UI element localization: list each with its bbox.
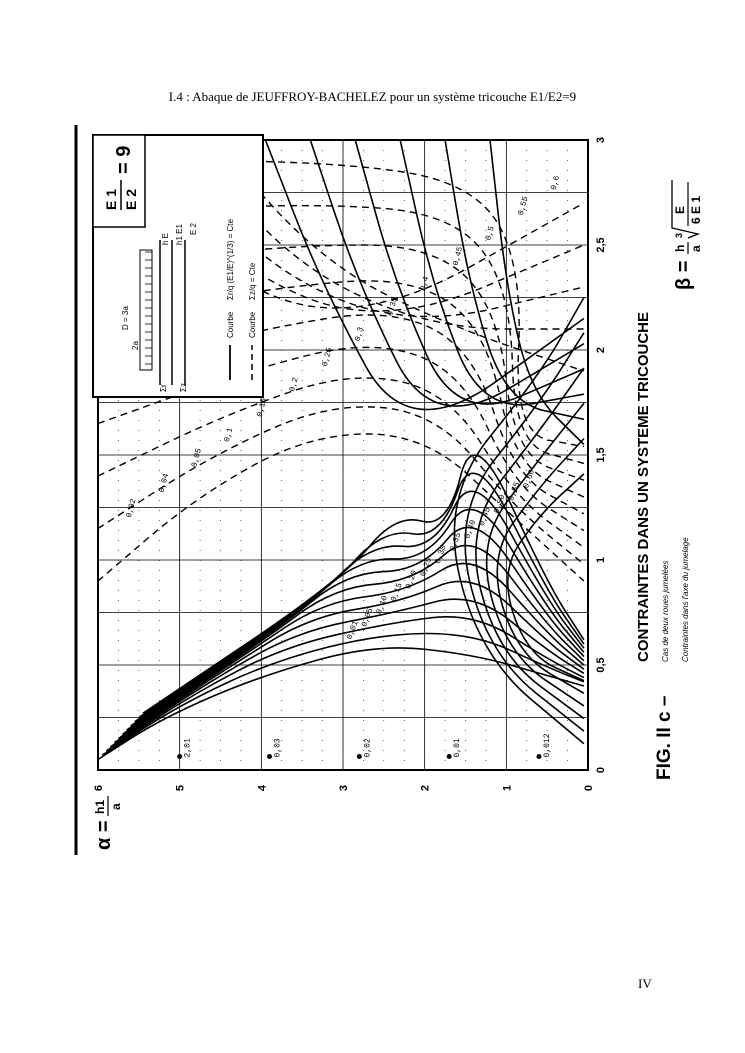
beta-symbol: β = bbox=[673, 260, 695, 290]
legend-sigma-r: Σr bbox=[159, 384, 168, 392]
beta-tick-label: 2,5 bbox=[595, 237, 607, 253]
dashed-curve-label: 0,6 bbox=[549, 174, 562, 192]
beta-fraction-den: a bbox=[689, 245, 703, 252]
beta-tick-label: 3 bbox=[595, 136, 607, 144]
point-marker bbox=[537, 754, 542, 759]
figure-subtitle-2: Contraintes dans l'axe du jumelage bbox=[681, 537, 690, 662]
solid-curve-label: 0,35 bbox=[448, 531, 464, 553]
figure-number: FIG. II c – bbox=[654, 695, 675, 780]
alpha-tick-label: 2 bbox=[419, 784, 432, 792]
dashed-curve-label: 0,02 bbox=[124, 497, 139, 519]
legend-layer3: E 2 bbox=[189, 222, 198, 235]
dashed-curve-label: 0,55 bbox=[516, 195, 531, 217]
figure-title: CONTRAINTES DANS UN SYSTEME TRICOUCHE bbox=[635, 311, 652, 662]
alpha-tick-label: 6 bbox=[93, 784, 105, 792]
dashed-curve-label: 0,3 bbox=[353, 326, 366, 343]
dashed-curve-label: 0,45 bbox=[451, 245, 466, 267]
point-label: 0,01 bbox=[453, 738, 463, 758]
page-caption: I.4 : Abaque de JEUFFROY-BACHELEZ pour un système tricouche E1/E2=9 bbox=[168, 89, 577, 104]
ratio-numerator: E 1 bbox=[103, 188, 119, 210]
solid-curve-label: 0,10 bbox=[374, 594, 390, 616]
beta-fraction-num: h bbox=[673, 244, 687, 252]
alpha-tick-label: 0 bbox=[583, 784, 595, 792]
alpha-tick-label: 1 bbox=[501, 784, 514, 792]
beta-tick-label: 0 bbox=[595, 766, 607, 774]
dashed-curve-label: 0,15 bbox=[255, 397, 270, 418]
solid-curve-label: 0,20 bbox=[404, 569, 420, 591]
dashed-curve-label: 0,4 bbox=[418, 275, 432, 292]
point-marker bbox=[447, 754, 452, 759]
legend-layer2: h1 E1 bbox=[175, 224, 184, 245]
point-label: 0,012 bbox=[543, 733, 552, 758]
solid-curve-label: 0,45 bbox=[477, 506, 493, 528]
dashed-curve-label: 0,35 bbox=[386, 296, 400, 318]
alpha-fraction-den: a bbox=[109, 803, 123, 810]
solid-curve-label: 0,50 bbox=[492, 493, 508, 515]
legend-load-width: 2a bbox=[131, 341, 140, 350]
legend-spacing: D = 3a bbox=[121, 306, 130, 330]
beta-tick-label: 0,5 bbox=[595, 657, 607, 673]
dashed-curve-label: 0,05 bbox=[190, 447, 204, 469]
solid-curve-label: 0,05 bbox=[360, 607, 376, 629]
dashed-curve-label: 0,5 bbox=[484, 225, 497, 242]
legend-solid-formula: Σr/q (E1/E)^(1/3) = Cte bbox=[226, 219, 235, 300]
beta-root-num: E bbox=[673, 205, 687, 214]
legend-sigma-z: Σz bbox=[179, 383, 188, 392]
dashed-curve-label: 0,1 bbox=[222, 426, 236, 444]
alpha-fraction-num: h1 bbox=[93, 799, 107, 814]
alpha-tick-label: 4 bbox=[256, 784, 269, 792]
figure-subtitle-1: Cas de deux roues jumelées bbox=[661, 560, 670, 662]
solid-curve-label: 0,15 bbox=[389, 581, 405, 604]
beta-tick-label: 2 bbox=[595, 346, 607, 354]
solid-curve-label: 0,01 bbox=[345, 619, 361, 641]
dashed-curve-label: 0,04 bbox=[157, 472, 172, 494]
beta-root-index: 3 bbox=[674, 232, 684, 238]
legend-box bbox=[93, 135, 263, 397]
ratio-denominator: E 2 bbox=[123, 188, 139, 210]
solid-curve-label: 0,60 bbox=[521, 468, 537, 490]
legend-dashed-formula: Σz/q = Cte bbox=[248, 262, 257, 300]
solid-curve-label: 0,25 bbox=[419, 556, 435, 578]
dashed-curve-label: 0,25 bbox=[320, 346, 335, 368]
point-marker bbox=[357, 754, 362, 759]
legend-layer1: h E bbox=[161, 232, 170, 245]
page-number: IV bbox=[638, 976, 652, 991]
alpha-tick-label: 3 bbox=[338, 784, 350, 792]
alpha-tick-label: 5 bbox=[174, 784, 187, 792]
legend-solid-label: Courbe bbox=[226, 311, 235, 338]
solid-curve-label: 0,55 bbox=[507, 481, 523, 503]
point-label: 0,02 bbox=[363, 738, 373, 758]
solid-curve-label: 0,30 bbox=[433, 544, 449, 566]
legend-dashed-label: Courbe bbox=[248, 311, 257, 338]
ratio-value: = 9 bbox=[113, 145, 135, 174]
alpha-symbol: α = bbox=[93, 820, 115, 850]
dashed-curve-label: 0,2 bbox=[288, 376, 301, 393]
beta-root-den: 6 E 1 bbox=[689, 195, 703, 224]
point-marker bbox=[267, 754, 272, 759]
point-marker bbox=[177, 754, 182, 759]
beta-tick-label: 1,5 bbox=[595, 447, 607, 463]
solid-curve-label: 0,40 bbox=[463, 518, 479, 541]
point-label: 0,03 bbox=[273, 738, 283, 758]
beta-tick-label: 1 bbox=[595, 556, 607, 564]
point-label: 2,01 bbox=[183, 738, 193, 758]
